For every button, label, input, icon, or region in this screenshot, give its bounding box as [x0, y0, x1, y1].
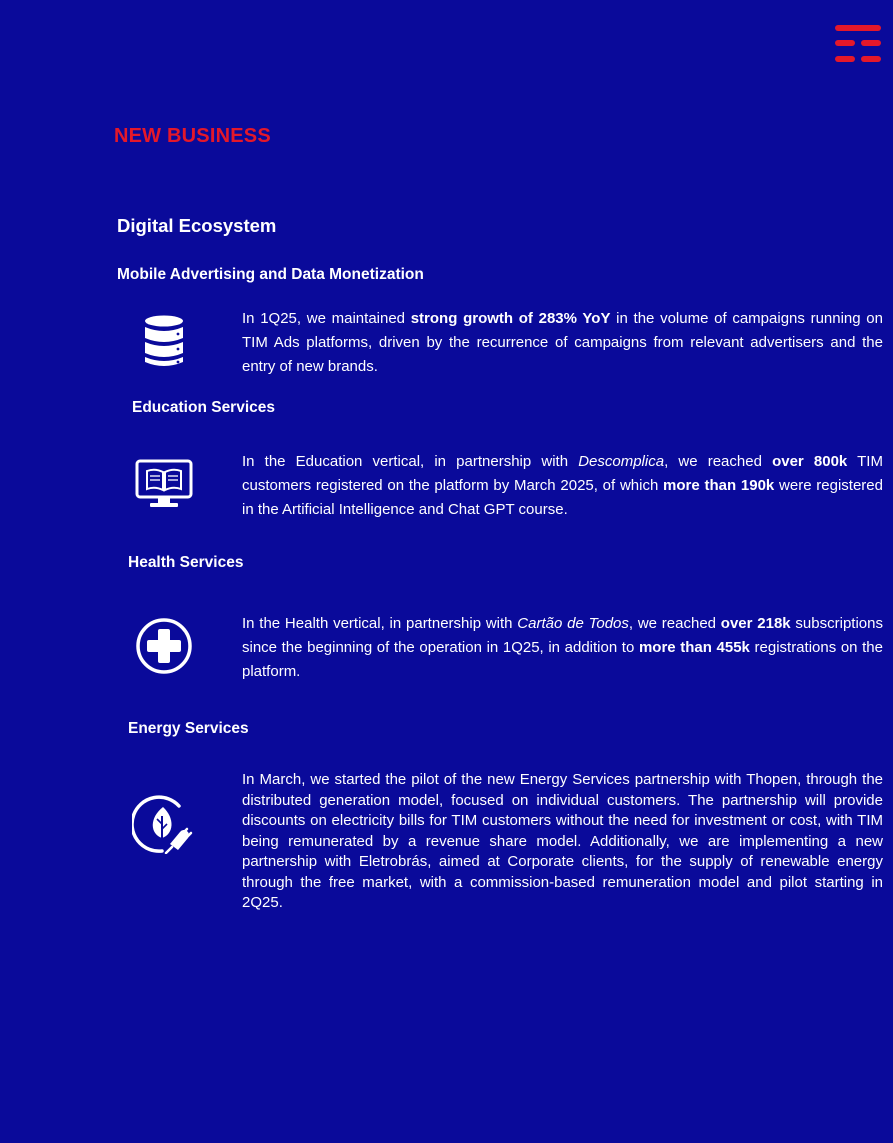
education-heading: Education Services [132, 399, 276, 416]
database-icon [142, 314, 186, 370]
monitor-book-icon [135, 459, 193, 509]
health-heading: Health Services [128, 554, 244, 571]
leaf-plug-icon [132, 794, 194, 854]
health-plus-icon [135, 617, 193, 675]
energy-paragraph: In March, we started the pilot of the new Energy Services partnership with Thopen, through the distributed generation model, focused on individual customers. The partnership will provide discounts on electricity bills for TIM customers without the need for investment or cost, with TIM being remunerated by a revenue share model. Additionally, we are implementing a new partnership with Eletrobrás, aimed at Corporate clients, for the supply of renewable energy through the free market, with a commission-based remuneration model and pilot starting in 2Q25. [242, 771, 883, 911]
page-title: NEW BUSINESS [114, 125, 271, 147]
energy-heading: Energy Services [128, 720, 249, 737]
tim-logo-icon [834, 24, 882, 64]
advertising-heading: Mobile Advertising and Data Monetization [117, 266, 424, 283]
digital-ecosystem-heading: Digital Ecosystem [117, 215, 277, 236]
advertising-paragraph: In 1Q25, we maintained strong growth of 283% YoY in the volume of campaigns running on TIM Ads platforms, driven by the recurrence of campaigns from relevant advertisers and the entry of new brands. [242, 310, 883, 375]
education-paragraph: In the Education vertical, in partnership with Descomplica, we reached over 800k TIM customers registered on the platform by March 2025, of which more than 190k were registered in the Artificial Intelligence and Chat GPT course. [242, 453, 883, 518]
health-paragraph: In the Health vertical, in partnership with Cartão de Todos, we reached over 218k subscriptions since the beginning of the operation in 1Q25, in addition to more than 455k registrations on the platform. [242, 615, 883, 680]
